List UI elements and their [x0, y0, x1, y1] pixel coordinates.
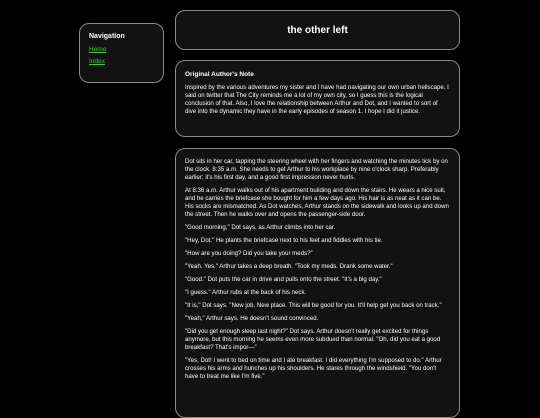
- story-paragraph: Dot sits in her car, tapping the steering wheel with her fingers and watching the minutes tick by on the clock. 8:35 a.m. She needs to get Arthur to his workplace by nine o'clock sharp. Preferably earlier; it's his first day, and a good first impression never hurts.: [185, 158, 448, 181]
- author-note-panel: [175, 60, 460, 137]
- story-paragraph: "It is," Dot says. "New job. New place. This will be good for you. It'll help get you back on track.": [185, 302, 442, 309]
- nav-link-home[interactable]: Home: [89, 46, 107, 53]
- navigation-panel: [79, 23, 164, 83]
- story-panel: [175, 148, 460, 418]
- story-paragraph: "How are you doing? Did you take your meds?": [185, 250, 313, 257]
- nav-link-index[interactable]: Index: [89, 58, 105, 65]
- story-paragraph: "Good morning," Dot says, as Arthur climbs into her car.: [185, 224, 336, 231]
- story-paragraph: "Yes, Dot! I went to bed on time and I ate breakfast. I did everything I'm supposed to do." Arthur crosses his arms and hunches up his shoulders. He stares through the windshield. "You don't have to treat me like I'm five.": [185, 357, 442, 380]
- story-paragraph: At 8:36 a.m. Arthur walks out of his apartment building and down the stairs. He wears a nice suit, and he carries the briefcase she bought for him a few days ago. His hair is as neat as it can be. His socks are mismatched. As Dot watches, Arthur stands on the sidewalk and looks up and down the street. Then he walks over and opens the passenger-side door.: [185, 187, 449, 218]
- header-panel: [175, 10, 460, 50]
- page-title: the other left: [287, 24, 348, 36]
- author-note-title: Original Author's Note: [185, 71, 254, 78]
- story-paragraph: "Yeah. Yes." Arthur takes a deep breath. "Took my meds. Drank some water.": [185, 263, 393, 270]
- story-paragraph: "Good." Dot puts the car in drive and pulls onto the street. "It's a big day.": [185, 276, 382, 283]
- navigation-title: Navigation: [89, 33, 125, 40]
- story-paragraph: "I guess." Arthur rubs at the back of his neck.: [185, 289, 307, 296]
- story-paragraph: "Did you get enough sleep last night?" Dot says. Arthur doesn't really get excited for things anymore, but this morning he seems even more subdued than normal. "Oh, did you eat a good breakfast? That's impor—": [185, 328, 441, 351]
- author-note-text: Inspired by the various adventures my sister and I have had navigating our own urban hellscape. I said on twitter that The City reminds me a lot of my own city, so I guess this is the logical conclusion of that. Also, I love the relationship between Arthur and Dot, and I wanted to sort of dive into the dynamic they have in the early episodes of season 1. I hope I did it justice.: [185, 84, 449, 115]
- story-paragraph: "Hey, Dot." He plants the briefcase next to his feet and fiddles with his tie.: [185, 237, 383, 244]
- story-paragraph: "Yeah," Arthur says. He doesn't sound convinced.: [185, 315, 319, 322]
